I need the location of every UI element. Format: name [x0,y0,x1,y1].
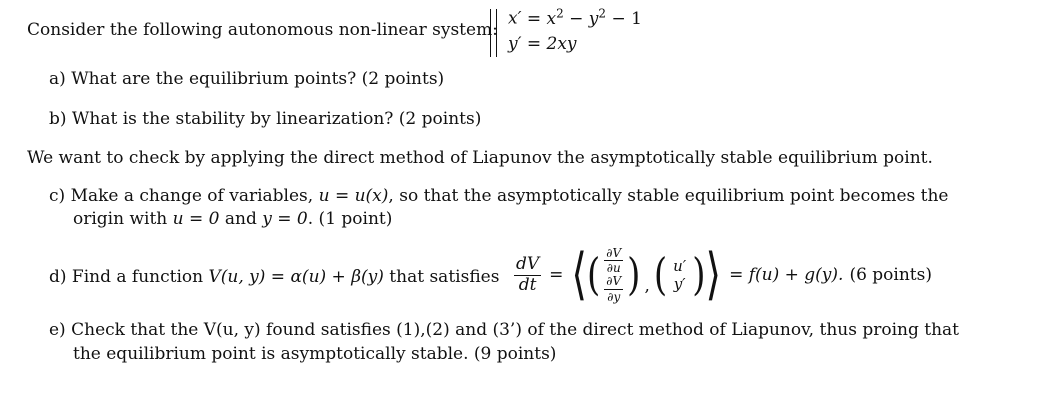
question-d-equation [514,240,932,310]
question-e-label: e) [49,320,66,340]
question-a-text: What are the equilibrium points? (2 points) [71,69,445,89]
question-c-line2-b: and [219,209,263,229]
vector-comma: , [644,276,650,296]
question-e-line2 [73,344,556,364]
question-d-text [49,267,499,287]
eq2-lhs: y′ [508,34,522,54]
question-c-math-u: u = u(x) [318,186,389,206]
question-c-text-b: , so that the asymptotically stable equilibrium point becomes the [388,186,949,206]
pdV-y: ∂V [606,274,622,288]
eq1-rhs-a: = x [526,8,557,29]
system-bars [490,9,497,57]
y-prime: y′ [673,275,686,293]
eq1-exp-y: 2 [598,6,607,20]
result-expression: = f(u) + g(y). [729,265,844,285]
gradient-vector [604,247,623,303]
question-b-label: b) [49,109,67,129]
question-c-text-a: Make a change of variables, [70,186,319,206]
velocity-vector [673,257,686,293]
u-prime: u′ [673,257,687,275]
eq1-lhs: x′ [508,8,522,29]
equation-y-prime [508,34,577,54]
liapunov-intro [27,148,933,168]
question-b-text: What is the stability by linearization? (2 points) [71,109,482,129]
paren-right-2: ) [692,249,706,301]
question-e-line1 [49,320,959,340]
question-d-text-a: Find a function [71,267,209,287]
question-c-label: c) [49,186,66,206]
question-d-points: (6 points) [849,265,932,285]
question-c-math-y0: y = 0 [262,209,308,229]
pdy: ∂y [607,289,621,304]
paren-left-1: ( [587,249,601,301]
equation-x-prime [508,6,642,29]
question-e-text-1: Check that the V(u, y) found satisfies (1),(2) and (3’) of the direct method of Liapunov, thus proing that [71,320,960,340]
eq1-rhs [526,6,642,29]
question-c-line2-c: . (1 point) [307,209,393,229]
liapunov-intro-text: We want to check by applying the direct method of Liapunov the asymptotically stable equilibrium point. [27,148,933,168]
dVdt-num: dV [516,253,540,274]
partial-u-fraction [604,247,623,275]
intro-sentence: Consider the following autonomous non-linear system: [27,20,498,40]
pdu: ∂u [606,261,621,276]
eq2-rhs: = 2xy [526,34,577,54]
paren-left-2: ( [653,249,668,301]
equals-sign: = [549,265,564,285]
angle-left: ⟨ [571,242,588,308]
eq1-rhs-c: − 1 [606,8,642,29]
question-d-label: d) [49,267,67,287]
question-a [49,69,444,89]
question-e-text-2: the equilibrium point is asymptotically stable. (9 points) [73,344,557,364]
dVdt-den: dt [518,274,537,295]
question-b [49,109,481,129]
question-c-line1 [49,186,949,206]
question-d-math-V: V(u, y) = α(u) + β(y) [208,267,384,287]
question-d-text-b: that satisfies [383,267,500,287]
eq1-exp-x: 2 [556,6,564,20]
question-c-line2 [73,209,392,229]
dVdt-fraction [514,253,541,295]
angle-right: ⟩ [705,242,722,308]
partial-y-fraction [604,275,623,303]
question-a-label: a) [49,69,66,89]
question-c-math-u0: u = 0 [172,209,220,229]
paren-right-1: ) [627,249,641,301]
eq1-rhs-b: − y [563,8,599,29]
intro-text [27,20,498,40]
pdV-u: ∂V [606,245,622,260]
question-c-line2-a: origin with [73,209,173,229]
